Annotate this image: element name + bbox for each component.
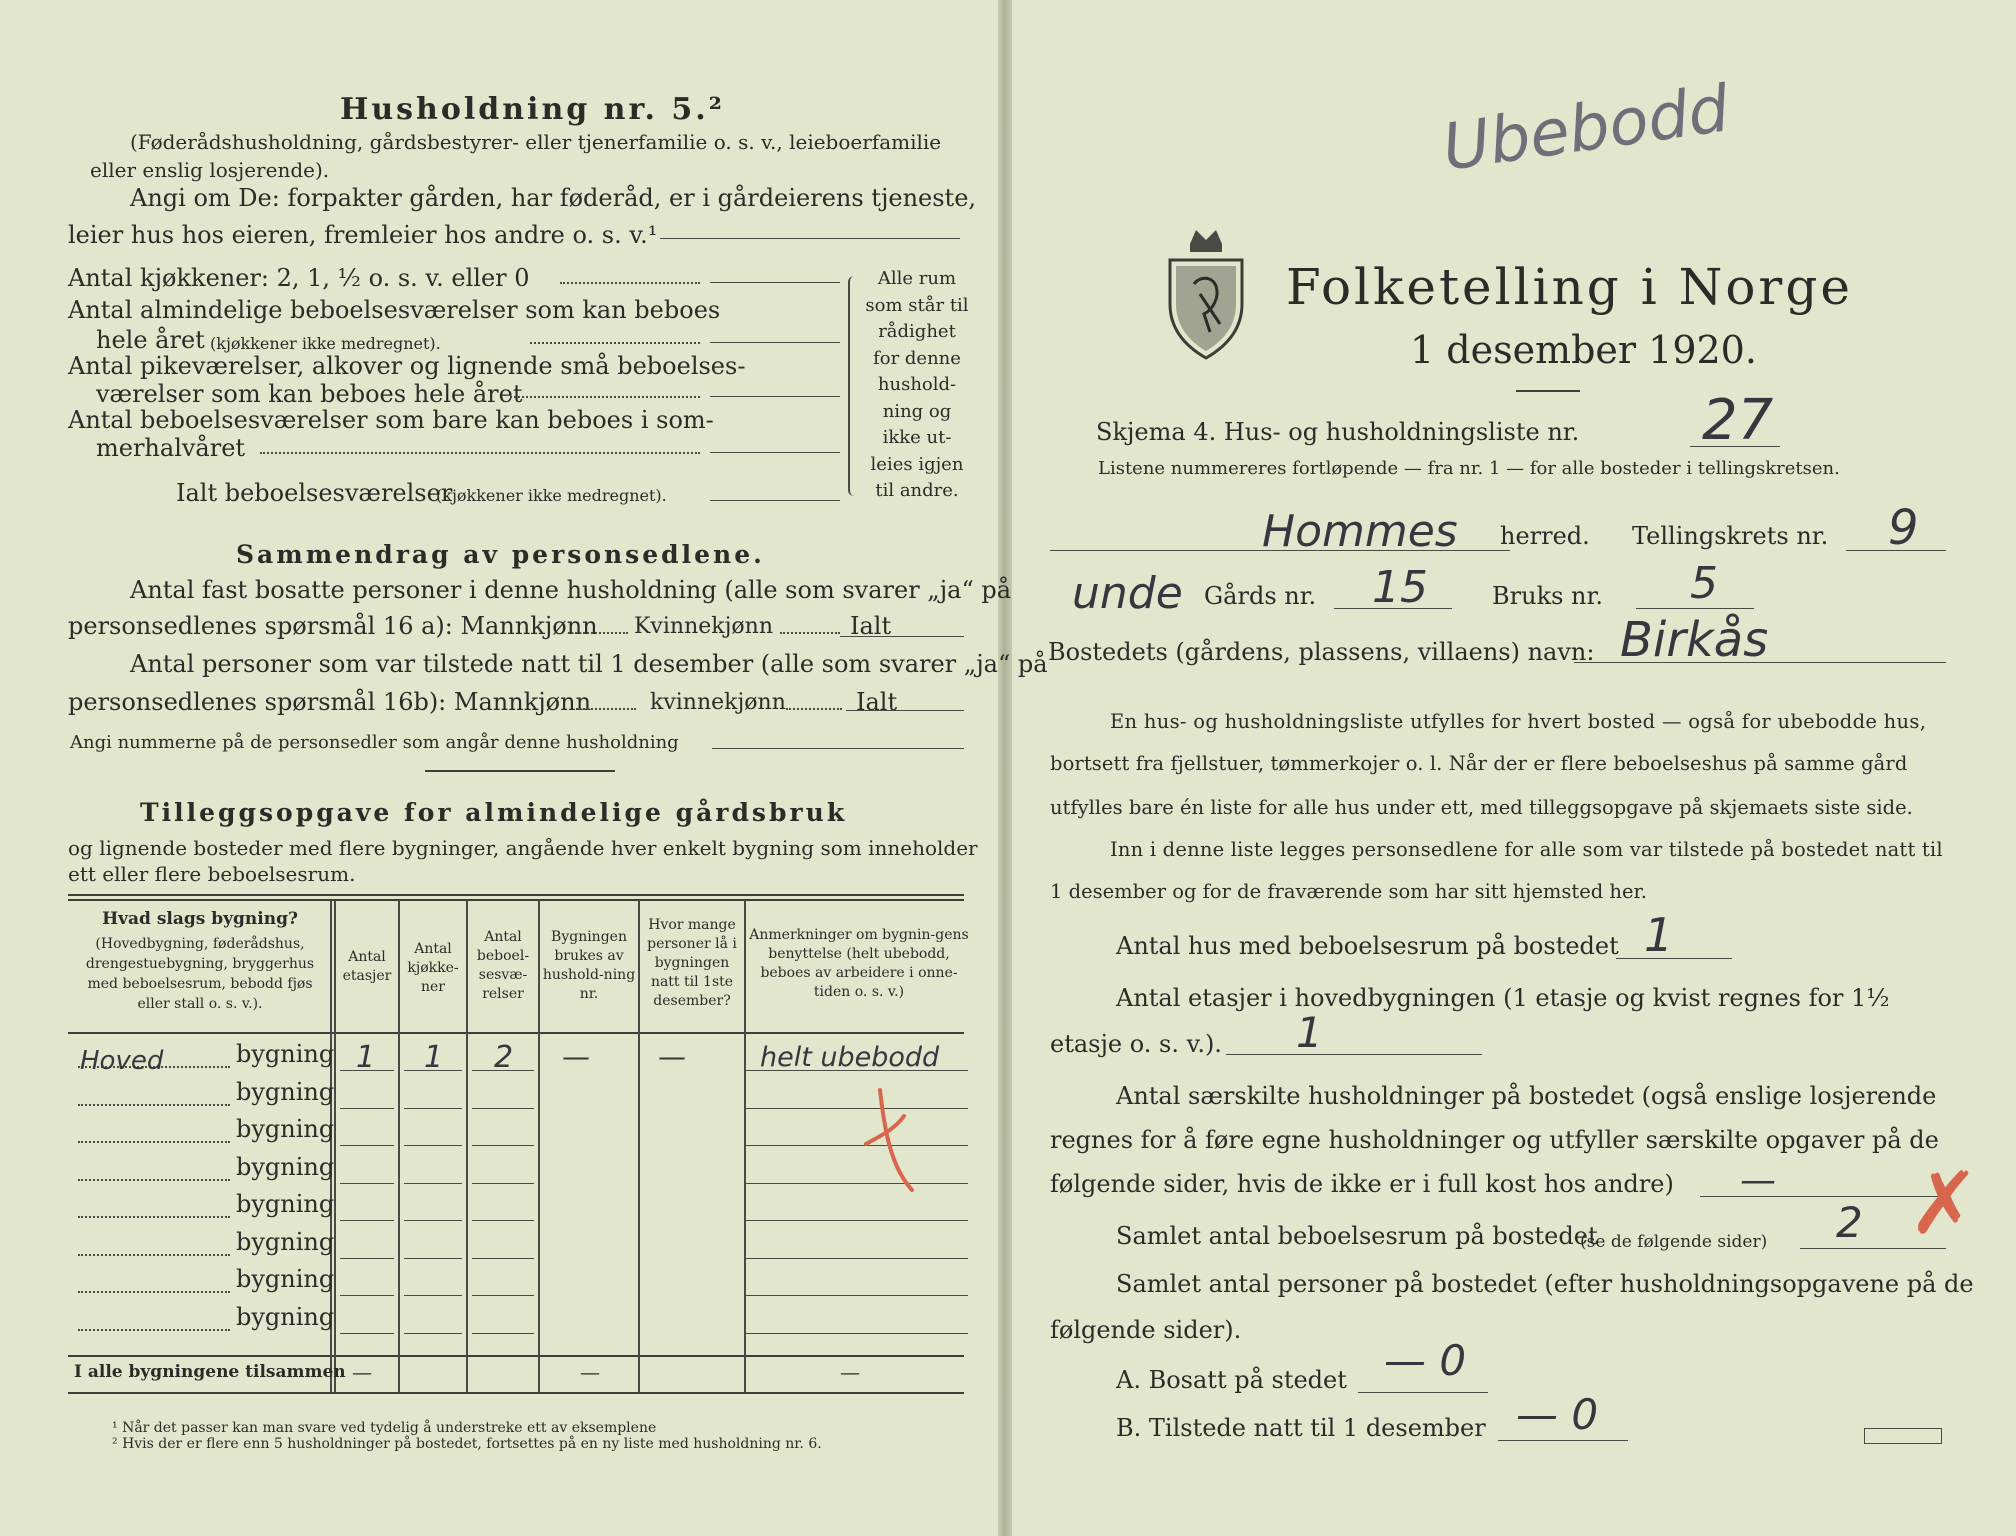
schema-number: 27 (1702, 388, 1774, 453)
summary-line-1: Antal fast bosatte personer i denne husholdning (alle som svarer „ja“ på (130, 576, 1012, 604)
row-cell-line (340, 1295, 394, 1296)
row-dots (78, 1291, 230, 1293)
houses-line (1616, 958, 1732, 959)
col-header-building-sub: (Hovedbygning, føderådshus, drengestuebygning, bryggerhus med beboelsesrum, bebodd fjøs eller stall o. s. v.). (85, 936, 315, 1012)
row-cell-line (746, 1258, 968, 1259)
summary-line-2c: Ialt (850, 612, 892, 640)
total-rooms-r-label: Samlet antal beboelsesrum på bostedet (1116, 1222, 1598, 1250)
summary-answer-line (712, 748, 964, 749)
side-note-line: ning og (882, 400, 952, 422)
tellingskrets-number: 9 (1888, 500, 1919, 556)
total-rooms-label: Ialt beboelsesværelser (176, 479, 453, 507)
row-dots (78, 1216, 230, 1218)
households-line-3: følgende sider, hvis de ikke er i full kost hos andre) (1050, 1170, 1674, 1198)
col-header-household: Bygningen brukes av hushold-ning nr. (542, 929, 636, 1002)
row-dots (78, 1104, 230, 1106)
numbering-note: Listene nummereres fortløpende — fra nr. 1 — for alle bosteder i tellingskretsen. (1098, 458, 1840, 479)
resident-label: A. Bosatt på stedet (1116, 1366, 1347, 1394)
female-dots-2 (786, 708, 842, 710)
supplement-line-2: ett eller flere beboelsesrum. (68, 862, 356, 886)
total-rooms-note: (kjøkkener ikke medregnet). (436, 486, 667, 505)
row-cell-line (746, 1295, 968, 1296)
row-cell-line (472, 1183, 534, 1184)
row1-remarks: helt ubebodd (760, 1042, 940, 1073)
row-building-label: bygning (236, 1115, 335, 1143)
table-bottom-rule (68, 1392, 964, 1394)
households-line-2: regnes for å føre egne husholdninger og utfyller særskilte opgaver på de (1050, 1126, 1939, 1154)
total-line-2 (846, 710, 964, 711)
answer-line-2 (710, 342, 840, 343)
maid-rooms-line-1: Antal pikeværelser, alkover og lignende små beboelses- (68, 352, 746, 380)
side-note-line: til andre. (875, 480, 959, 501)
form-date: 1 desember 1920. (1410, 328, 1757, 372)
side-note-line: Alle rum (877, 268, 957, 289)
row-building-label: bygning (236, 1302, 335, 1331)
row-dots (78, 1254, 230, 1256)
row1-household: — (562, 1040, 590, 1073)
herred-value: Hommes (1262, 506, 1458, 557)
bosted-value: Birkås (1620, 612, 1769, 668)
total-line-1 (840, 636, 964, 637)
info-line-3: utfylles bare én liste for alle hus under ett, med tilleggsopgave på skjemaets siste side. (1050, 796, 1913, 819)
total-rooms-r-value: 2 (1836, 1198, 1863, 1247)
side-note-line: hushold- (877, 374, 957, 395)
handwritten-ubebodd: Ubebodd (1438, 72, 1734, 186)
male-dots-2 (576, 708, 636, 710)
household-note: (Føderådshusholdning, gårdsbestyrer- eller tjenerfamilie o. s. v., leieboerfamilie eller enslig losjerende). (90, 130, 942, 182)
rooms-line-2: hele året (96, 326, 205, 354)
answer-line-1 (710, 282, 840, 283)
households-line-1: Antal særskilte husholdninger på bostedet (også enslige losjerende (1116, 1082, 1937, 1110)
summary-line-4a: personsedlenes spørsmål 16b): Mannkjønn (68, 688, 592, 716)
row1-floors: 1 (356, 1040, 376, 1075)
row-cell-line (404, 1108, 462, 1109)
summary-line-4c: Ialt (856, 688, 898, 716)
row-cell-line (404, 1145, 462, 1146)
col-header-rooms: Antal beboel-sesvæ-relser (476, 929, 530, 1002)
row-cell-line (472, 1145, 534, 1146)
kitchens-line: Antal kjøkkener: 2, 1, ½ o. s. v. eller 0 (68, 264, 530, 292)
present-value: — 0 (1516, 1390, 1599, 1439)
row-cell-line (746, 1333, 968, 1334)
resident-line (1358, 1392, 1488, 1393)
page-fold (998, 0, 1012, 1536)
answer-line-3 (710, 396, 840, 397)
side-note (862, 266, 972, 505)
side-note-line: ikke ut- (882, 427, 952, 448)
resident-value: — 0 (1384, 1336, 1467, 1385)
table-header-rule (68, 1032, 964, 1034)
footnote-2: ² Hvis der er flere enn 5 husholdninger på bostedet, fortsettes på en ny liste med husholdning nr. 6. (112, 1436, 822, 1452)
red-check-mark: ✗ (1908, 1154, 1981, 1254)
total-remarks: — (840, 1360, 860, 1384)
row-building-label: bygning (236, 1040, 335, 1068)
gards-label: Gårds nr. (1204, 582, 1317, 610)
row-cell-line (472, 1108, 534, 1109)
row-building-label: bygning (236, 1152, 335, 1181)
gard-prefix: unde (1072, 568, 1183, 619)
row-building-label: bygning (236, 1227, 335, 1256)
total-persons-line-1: Samlet antal personer på bostedet (efter husholdningsopgavene på de (1116, 1270, 1974, 1298)
summer-dots (260, 452, 700, 454)
angi-line-2: leier hus hos eieren, fremleier hos andre o. s. v.¹ (68, 221, 658, 249)
gards-number: 15 (1372, 562, 1428, 613)
total-persons-line-2: følgende sider). (1050, 1316, 1242, 1344)
row-building-label: bygning (236, 1077, 335, 1106)
row-dots (78, 1329, 230, 1331)
row-cell-line (746, 1108, 968, 1109)
floors-line-2: etasje o. s. v.). (1050, 1030, 1222, 1058)
houses-value: 1 (1644, 908, 1674, 962)
answer-line-4 (710, 452, 840, 453)
floors-value: 1 (1296, 1008, 1323, 1057)
angi-line-1: Angi om De: forpakter gården, har føderåd, er i gårdeierens tjeneste, (130, 184, 977, 212)
row-cell-line (746, 1145, 968, 1146)
floors-line-1: Antal etasjer i hovedbygningen (1 etasje og kvist regnes for 1½ (1116, 984, 1890, 1012)
supplement-title: Tilleggsopgave for almindelige gårdsbruk (140, 798, 848, 827)
row-cell-line (340, 1333, 394, 1334)
row-cell-line (340, 1220, 394, 1221)
summer-rooms-line-1: Antal beboelsesværelser som bare kan beboes i som- (68, 406, 714, 434)
table-top-rule-2 (68, 899, 964, 901)
total-rooms-line (710, 500, 840, 501)
row-cell-line (472, 1333, 534, 1334)
supplement-line-1: og lignende bosteder med flere bygninger, angående hver enkelt bygning som inneholder (68, 836, 978, 860)
household-title: Husholdning nr. 5.² (340, 92, 725, 127)
summer-rooms-line-2: merhalvåret (96, 434, 246, 462)
brace (848, 276, 854, 496)
row-cell-line (340, 1258, 394, 1259)
summary-line-2a: personsedlenes spørsmål 16 a): Mannkjønn (68, 612, 598, 640)
row-cell-line (746, 1220, 968, 1221)
info-line-5: 1 desember og for de fraværende som har sitt hjemsted her. (1050, 880, 1647, 903)
rooms-line-1: Antal almindelige beboelsesværelser som kan beboes (68, 296, 721, 324)
table-top-rule (68, 894, 964, 896)
col-header-persons: Hvor mange personer lå i bygningen natt til 1ste desember? (647, 917, 737, 1009)
row-cell-line (472, 1295, 534, 1296)
side-note-line: som står til (865, 294, 969, 316)
coat-of-arms-icon (1160, 214, 1252, 364)
row1-rooms: 2 (494, 1040, 514, 1075)
total-floors: — (352, 1360, 372, 1384)
female-dots (780, 632, 840, 634)
schema-label: Skjema 4. Hus- og husholdningsliste nr. (1096, 418, 1580, 446)
row-dots (78, 1179, 230, 1181)
separator (425, 770, 615, 772)
side-note-line: for denne (873, 347, 961, 369)
info-line-4: Inn i denne liste legges personsedlene for alle som var tilstede på bostedet natt til (1110, 838, 1943, 861)
side-note-line: leies igjen (870, 453, 964, 475)
maid-dots (510, 396, 700, 398)
row-cell-line (404, 1333, 462, 1334)
row1-kitchens: 1 (424, 1040, 444, 1075)
tellingskrets-label: Tellingskrets nr. (1632, 522, 1829, 550)
footnote-1: ¹ Når det passer kan man svare ved tydelig å understreke ett av eksemplene (112, 1420, 657, 1436)
side-note-line: rådighet (878, 321, 956, 342)
maid-rooms-line-2: værelser som kan beboes hele året (96, 380, 523, 408)
row1-persons: — (658, 1040, 686, 1073)
summary-line-4b: kvinnekjønn (650, 690, 786, 715)
herred-label: herred. (1500, 522, 1590, 550)
bruks-label: Bruks nr. (1492, 582, 1603, 610)
col-header-floors: Antal etasjer (342, 949, 392, 984)
row-dots (78, 1141, 230, 1143)
col-line-6 (744, 900, 746, 1392)
row-cell-line (404, 1258, 462, 1259)
table-total-rule (68, 1355, 964, 1357)
form-title: Folketelling i Norge (1286, 258, 1853, 316)
male-dots (568, 632, 628, 634)
bosted-label: Bostedets (gårdens, plassens, villaens) navn: (1048, 638, 1595, 666)
row-cell-line (404, 1183, 462, 1184)
houses-label: Antal hus med beboelsesrum på bostedet (1116, 932, 1619, 960)
total-row-label: I alle bygningene tilsammen (74, 1362, 346, 1382)
angi-answer-line (660, 238, 960, 239)
row-cell-line (472, 1220, 534, 1221)
summary-title: Sammendrag av personsedlene. (236, 540, 765, 569)
row-cell-line (404, 1220, 462, 1221)
floors-answer-line (1226, 1054, 1482, 1055)
row-cell-line (340, 1108, 394, 1109)
row1-building-name: Hoved (80, 1046, 164, 1076)
row-cell-line (746, 1183, 968, 1184)
col-header-remarks: Anmerkninger om bygnin-gens benyttelse (helt ubebodd, beboes av arbeidere i onne-tiden o. s. v.) (749, 927, 969, 1000)
total-household: — (580, 1360, 600, 1384)
row-cell-line (340, 1183, 394, 1184)
col-header-kitchens: Antal kjøkke-ner (407, 941, 459, 995)
summary-line-2b: Kvinnekjønn (634, 614, 773, 639)
households-value: — (1740, 1160, 1776, 1201)
row-cell-line (404, 1295, 462, 1296)
red-pencil-mark-left (860, 1086, 920, 1194)
summary-line-5: Angi nummerne på de personsedler som angår denne husholdning (70, 732, 679, 753)
row-building-label: bygning (236, 1265, 335, 1293)
present-label: B. Tilstede natt til 1 desember (1116, 1414, 1486, 1442)
rooms-line-2-note: (kjøkkener ikke medregnet). (210, 334, 441, 353)
info-line-1: En hus- og husholdningsliste utfylles for hvert bosted — også for ubebodde hus, (1110, 710, 1927, 733)
info-line-2: bortsett fra fjellstuer, tømmerkojer o. l. Når der er flere beboelseshus på samme gård (1050, 752, 1908, 775)
row-cell-line (472, 1258, 534, 1259)
row-cell-line (340, 1145, 394, 1146)
summary-line-3: Antal personer som var tilstede natt til 1 desember (alle som svarer „ja“ på (130, 650, 1048, 678)
present-line (1498, 1440, 1628, 1441)
date-rule (1516, 390, 1580, 392)
rooms-dots (530, 342, 700, 344)
row-building-label: bygning (236, 1190, 335, 1218)
kitchens-dots (560, 282, 700, 284)
bruks-number: 5 (1690, 558, 1718, 609)
total-rooms-r-note: (se de følgende sider) (1580, 1232, 1768, 1252)
col-header-building: Hvad slags bygning? (102, 909, 298, 929)
printer-stamp (1864, 1428, 1942, 1444)
